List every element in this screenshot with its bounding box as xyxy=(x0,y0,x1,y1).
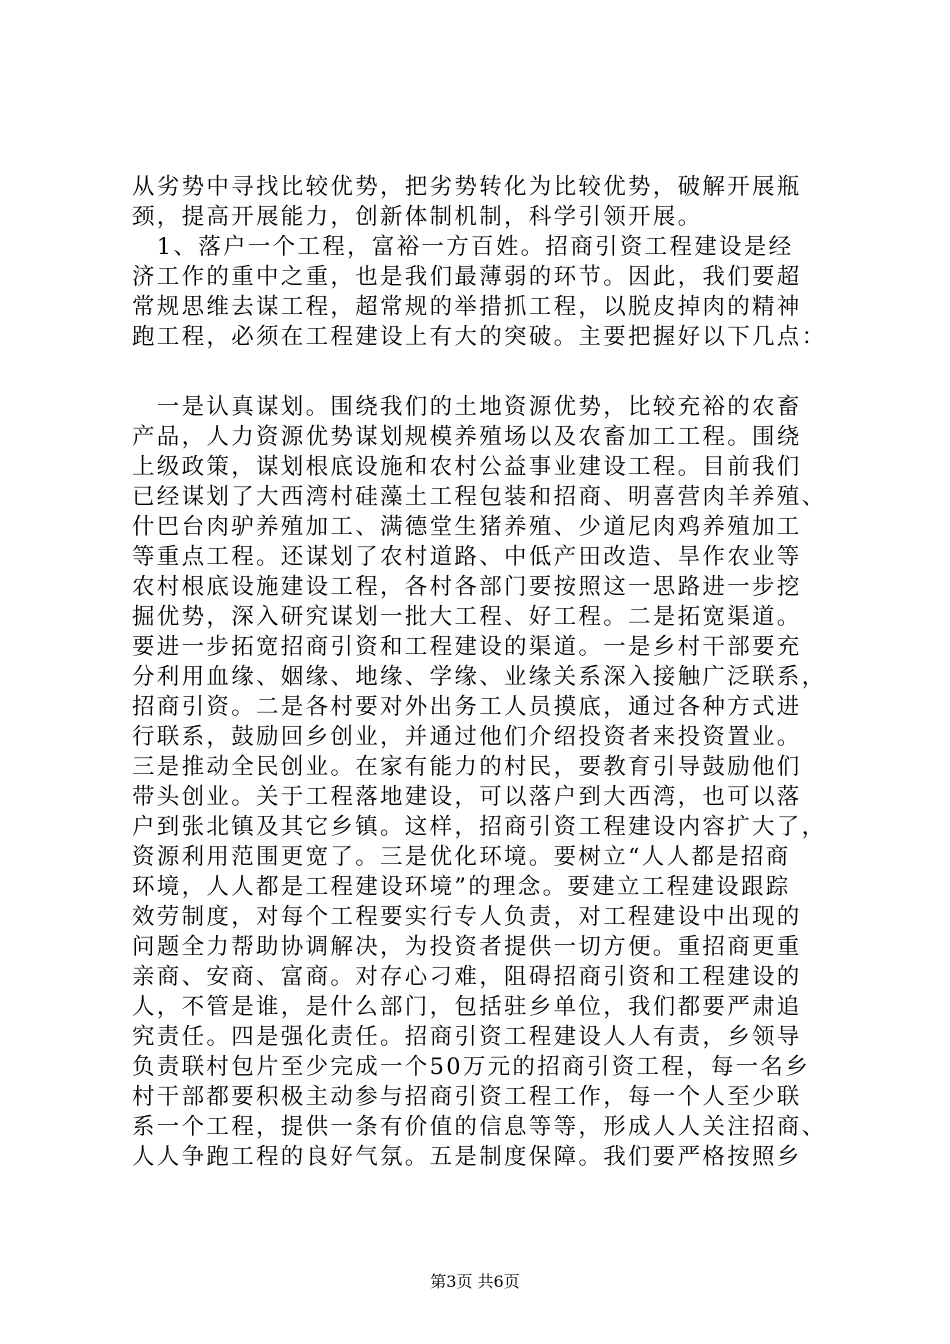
page-number-footer: 第3页 共6页 xyxy=(430,1272,520,1291)
text-line: 村干部都要积极主动参与招商引资工程工作，每一个人至少联 xyxy=(132,1084,802,1110)
text-line: 什巴台肉驴养殖加工、满德堂生猪养殖、少道尼肉鸡养殖加工 xyxy=(132,514,802,540)
text-line: 已经谋划了大西湾村硅藻土工程包装和招商、明喜营肉羊养殖、 xyxy=(132,484,827,510)
text-line: 分利用血缘、姻缘、地缘、学缘、业缘关系深入接触广泛联系， xyxy=(132,664,827,690)
text-line: 上级政策，谋划根底设施和农村公益事业建设工程。目前我们 xyxy=(132,454,802,480)
text-line: 人人争跑工程的良好气氛。五是制度保障。我们要严格按照乡 xyxy=(132,1144,802,1170)
text-line: 从劣势中寻找比较优势，把劣势转化为比较优势，破解开展瓶 xyxy=(132,174,802,200)
text-line: 环境，人人都是工程建设环境”的理念。要建立工程建设跟踪 xyxy=(132,874,791,900)
text-line: 究责任。四是强化责任。招商引资工程建设人人有责，乡领导 xyxy=(132,1024,802,1050)
text-line: 农村根底设施建设工程，各村各部门要按照这一思路进一步挖 xyxy=(132,574,802,600)
text-line: 负责联村包片至少完成一个50万元的招商引资工程，每一名乡 xyxy=(132,1054,811,1080)
text-line: 一是认真谋划。围绕我们的土地资源优势，比较充裕的农畜 xyxy=(132,394,802,420)
text-line: 常规思维去谋工程，超常规的举措抓工程，以脱皮掉肉的精神 xyxy=(132,294,802,320)
text-line: 亲商、安商、富商。对存心刁难，阻碍招商引资和工程建设的 xyxy=(132,964,802,990)
text-line: 1、落户一个工程，富裕一方百姓。招商引资工程建设是经 xyxy=(132,234,794,260)
text-line: 效劳制度，对每个工程要实行专人负责，对工程建设中出现的 xyxy=(132,904,802,930)
text-line: 掘优势，深入研究谋划一批大工程、好工程。二是拓宽渠道。 xyxy=(132,604,802,630)
text-line: 系一个工程，提供一条有价值的信息等等，形成人人关注招商、 xyxy=(132,1114,827,1140)
text-line: 三是推动全民创业。在家有能力的村民，要教育引导鼓励他们 xyxy=(132,754,802,780)
text-line: 要进一步拓宽招商引资和工程建设的渠道。一是乡村干部要充 xyxy=(132,634,802,660)
text-line: 招商引资。二是各村要对外出务工人员摸底，通过各种方式进 xyxy=(132,694,802,720)
text-line: 人，不管是谁，是什么部门，包括驻乡单位，我们都要严肃追 xyxy=(132,994,802,1020)
text-line: 跑工程，必须在工程建设上有大的突破。主要把握好以下几点： xyxy=(132,324,827,350)
text-line: 行联系，鼓励回乡创业，并通过他们介绍投资者来投资置业。 xyxy=(132,724,802,750)
text-line: 带头创业。关于工程落地建设，可以落户到大西湾，也可以落 xyxy=(132,784,802,810)
text-line: 产品，人力资源优势谋划规模养殖场以及农畜加工工程。围绕 xyxy=(132,424,802,450)
text-line: 户到张北镇及其它乡镇。这样，招商引资工程建设内容扩大了， xyxy=(132,814,827,840)
text-line: 资源利用范围更宽了。三是优化环境。要树立“人人都是招商 xyxy=(132,844,791,870)
text-line: 等重点工程。还谋划了农村道路、中低产田改造、旱作农业等 xyxy=(132,544,802,570)
text-line: 问题全力帮助协调解决，为投资者提供一切方便。重招商更重 xyxy=(132,934,802,960)
text-line: 济工作的重中之重，也是我们最薄弱的环节。因此，我们要超 xyxy=(132,264,802,290)
text-line: 颈，提高开展能力，创新体制机制，科学引领开展。 xyxy=(132,204,703,230)
